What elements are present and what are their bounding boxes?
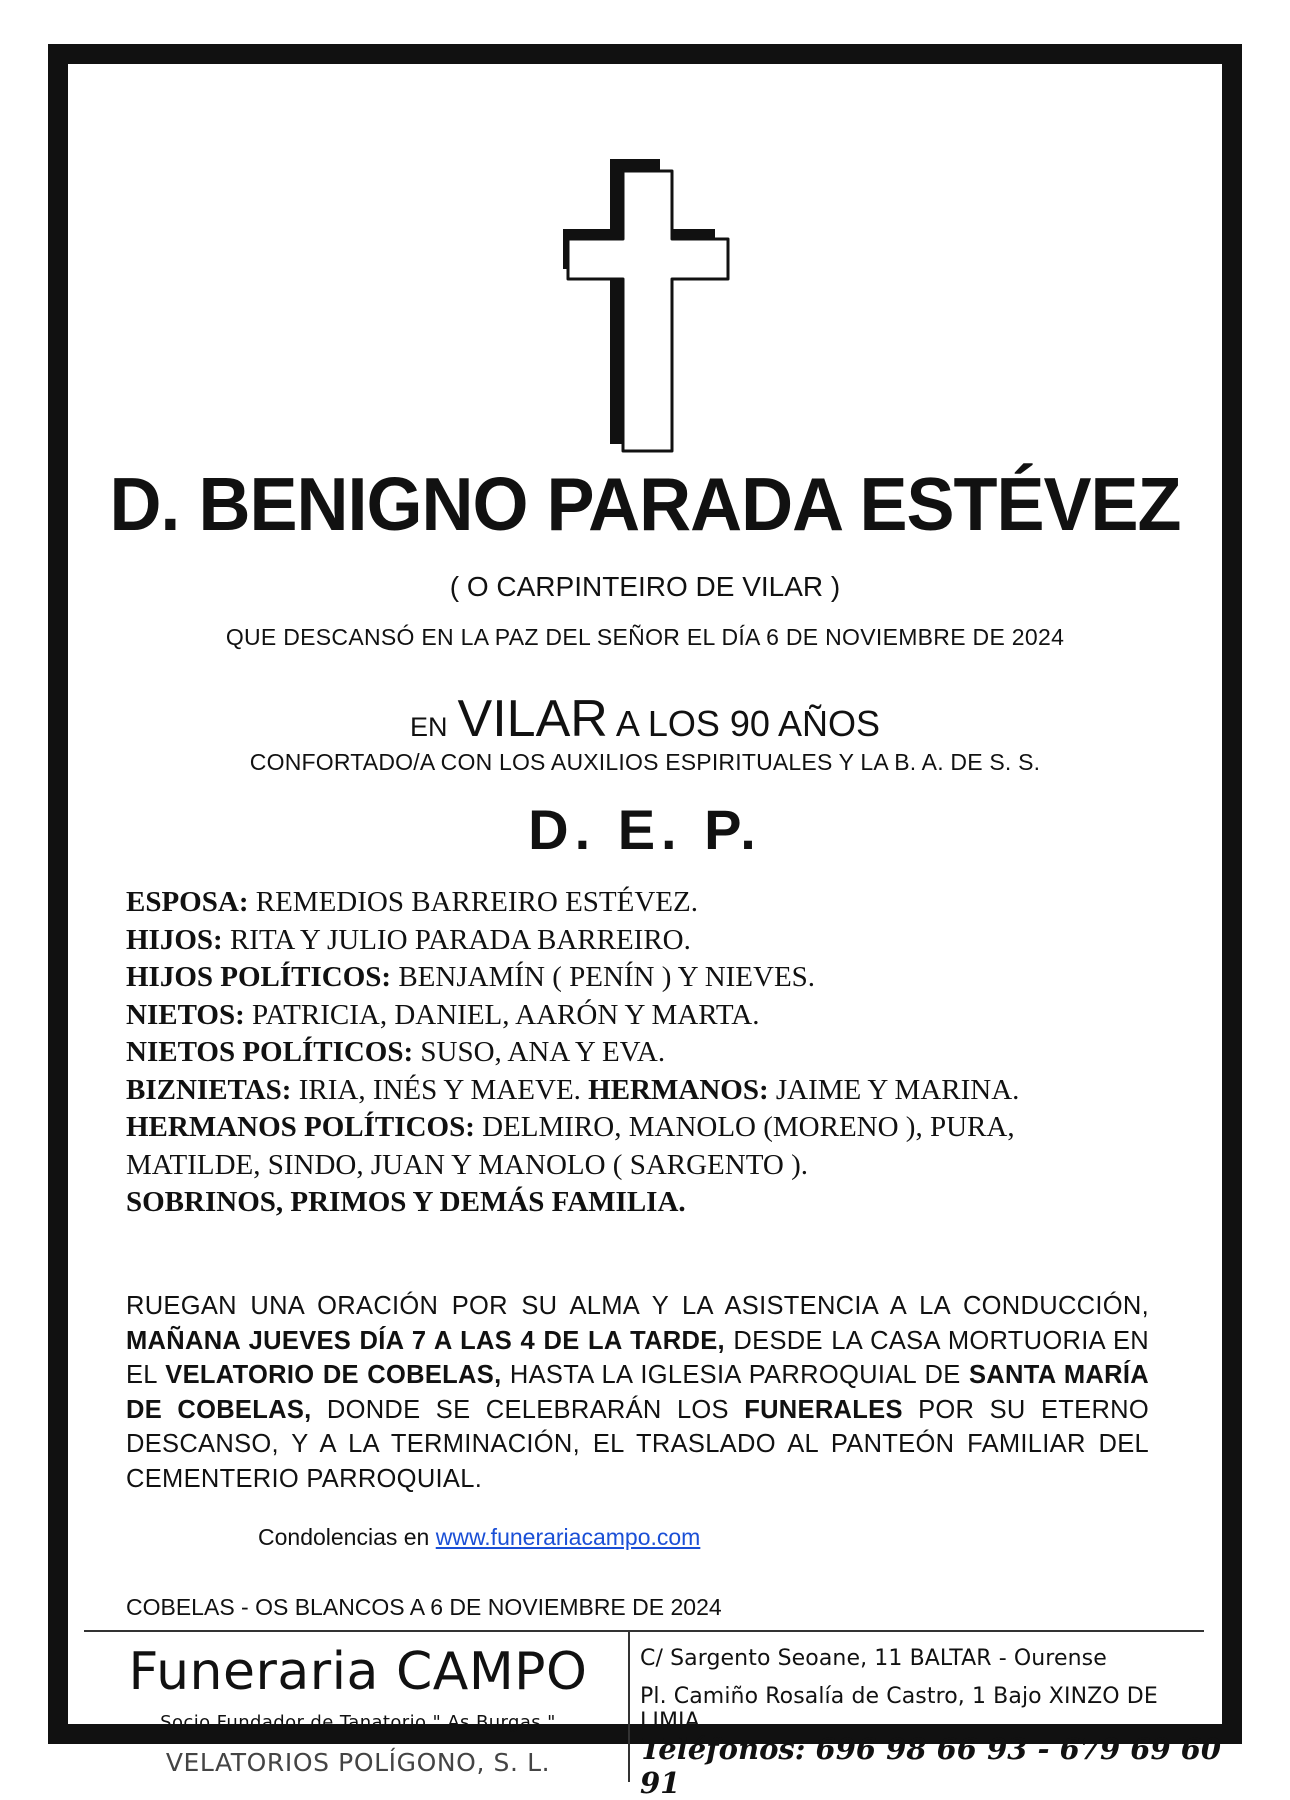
date-place: COBELAS - OS BLANCOS A 6 DE NOVIEMBRE DE 2024 (126, 1594, 722, 1620)
family-nietos: NIETOS: PATRICIA, DANIEL, AARÓN Y MARTA. (126, 998, 760, 1031)
funeral-home-company: VELATORIOS POLÍGONO, S. L. (165, 1748, 551, 1777)
phone-numbers: Teléfonos: 696 98 66 93 - 679 69 60 91 (640, 1732, 1222, 1800)
address-xinzo: Pl. Camiño Rosalía de Castro, 1 Bajo XINZO DE LIMIA (640, 1684, 1158, 1734)
age-text: A LOS 90 AÑOS (615, 703, 880, 744)
deceased-name: D. BENIGNO PARADA ESTÉVEZ (109, 463, 1181, 547)
deceased-nickname: ( O CARPINTEIRO DE VILAR ) (449, 571, 841, 602)
condolences-line (258, 1524, 700, 1551)
rest-announcement: QUE DESCANSÓ EN LA PAZ DEL SEÑOR EL DÍA 6 DE NOVIEMBRE DE 2024 (225, 624, 1065, 650)
family-list (126, 884, 1206, 1222)
address-baltar: C/ Sargento Seoane, 11 BALTAR - Ourense (640, 1646, 1107, 1671)
ceremony-request: RUEGAN UNA ORACIÓN POR SU ALMA Y LA ASISTENCIA A LA CONDUCCIÓN, MAÑANA JUEVES DÍA 7 A LAS 4 DE LA TARDE, DESDE LA CASA MORTUORIA EN EL VELATORIO DE COBELAS, HASTA LA IGLESIA PARROQUIAL DE SANTA MARÍA DE COBELAS, DONDE SE CELEBRARÁN LOS FUNERALES POR SU ETERNO DESCANSO, Y A LA TERMINACIÓN, EL TRASLADO AL PANTEÓN FAMILIAR DEL CEMENTERIO PARROQUIAL. (126, 1292, 1150, 1493)
cross-icon (563, 139, 743, 459)
place-age-line (68, 689, 1222, 749)
obituary-frame (48, 44, 1242, 1800)
family-hijos: HIJOS: RITA Y JULIO PARADA BARREIRO. (126, 923, 691, 956)
funeral-home-socio: Socio Fundador de Tanatorio " As Burgas " (160, 1712, 556, 1733)
family-nietos-politicos: NIETOS POLÍTICOS: SUSO, ANA Y EVA. (126, 1036, 666, 1068)
family-biznietas-hermanos: BIZNIETAS: IRIA, INÉS Y MAEVE. HERMANOS: JAIME Y MARINA. (126, 1073, 1020, 1106)
funeral-home-brand: Funeraria CAMPO (128, 1642, 588, 1702)
comfort-line: CONFORTADO/A CON LOS AUXILIOS ESPIRITUALES Y LA B. A. DE S. S. (249, 749, 1041, 775)
footer-divider (84, 1630, 1204, 1632)
place-name: VILAR (457, 690, 608, 748)
family-esposa: ESPOSA: REMEDIOS BARREIRO ESTÉVEZ. (126, 886, 698, 918)
place-prefix: EN (410, 712, 448, 742)
family-hermanos-politicos: HERMANOS POLÍTICOS: DELMIRO, MANOLO (MORENO ), PURA, (126, 1111, 1015, 1143)
dep-text: D. E. P. (528, 798, 762, 861)
family-closing: SOBRINOS, PRIMOS Y DEMÁS FAMILIA. (126, 1186, 686, 1218)
family-hermanos-politicos-cont: MATILDE, SINDO, JUAN Y MANOLO ( SARGENTO ). (126, 1148, 809, 1181)
footer-vertical-divider (628, 1632, 630, 1782)
condolences-link[interactable]: www.funerariacampo.com (435, 1524, 701, 1550)
family-hijos-politicos: HIJOS POLÍTICOS: BENJAMÍN ( PENÍN ) Y NIEVES. (126, 961, 816, 993)
condolences-label: Condolencias en (258, 1524, 430, 1550)
